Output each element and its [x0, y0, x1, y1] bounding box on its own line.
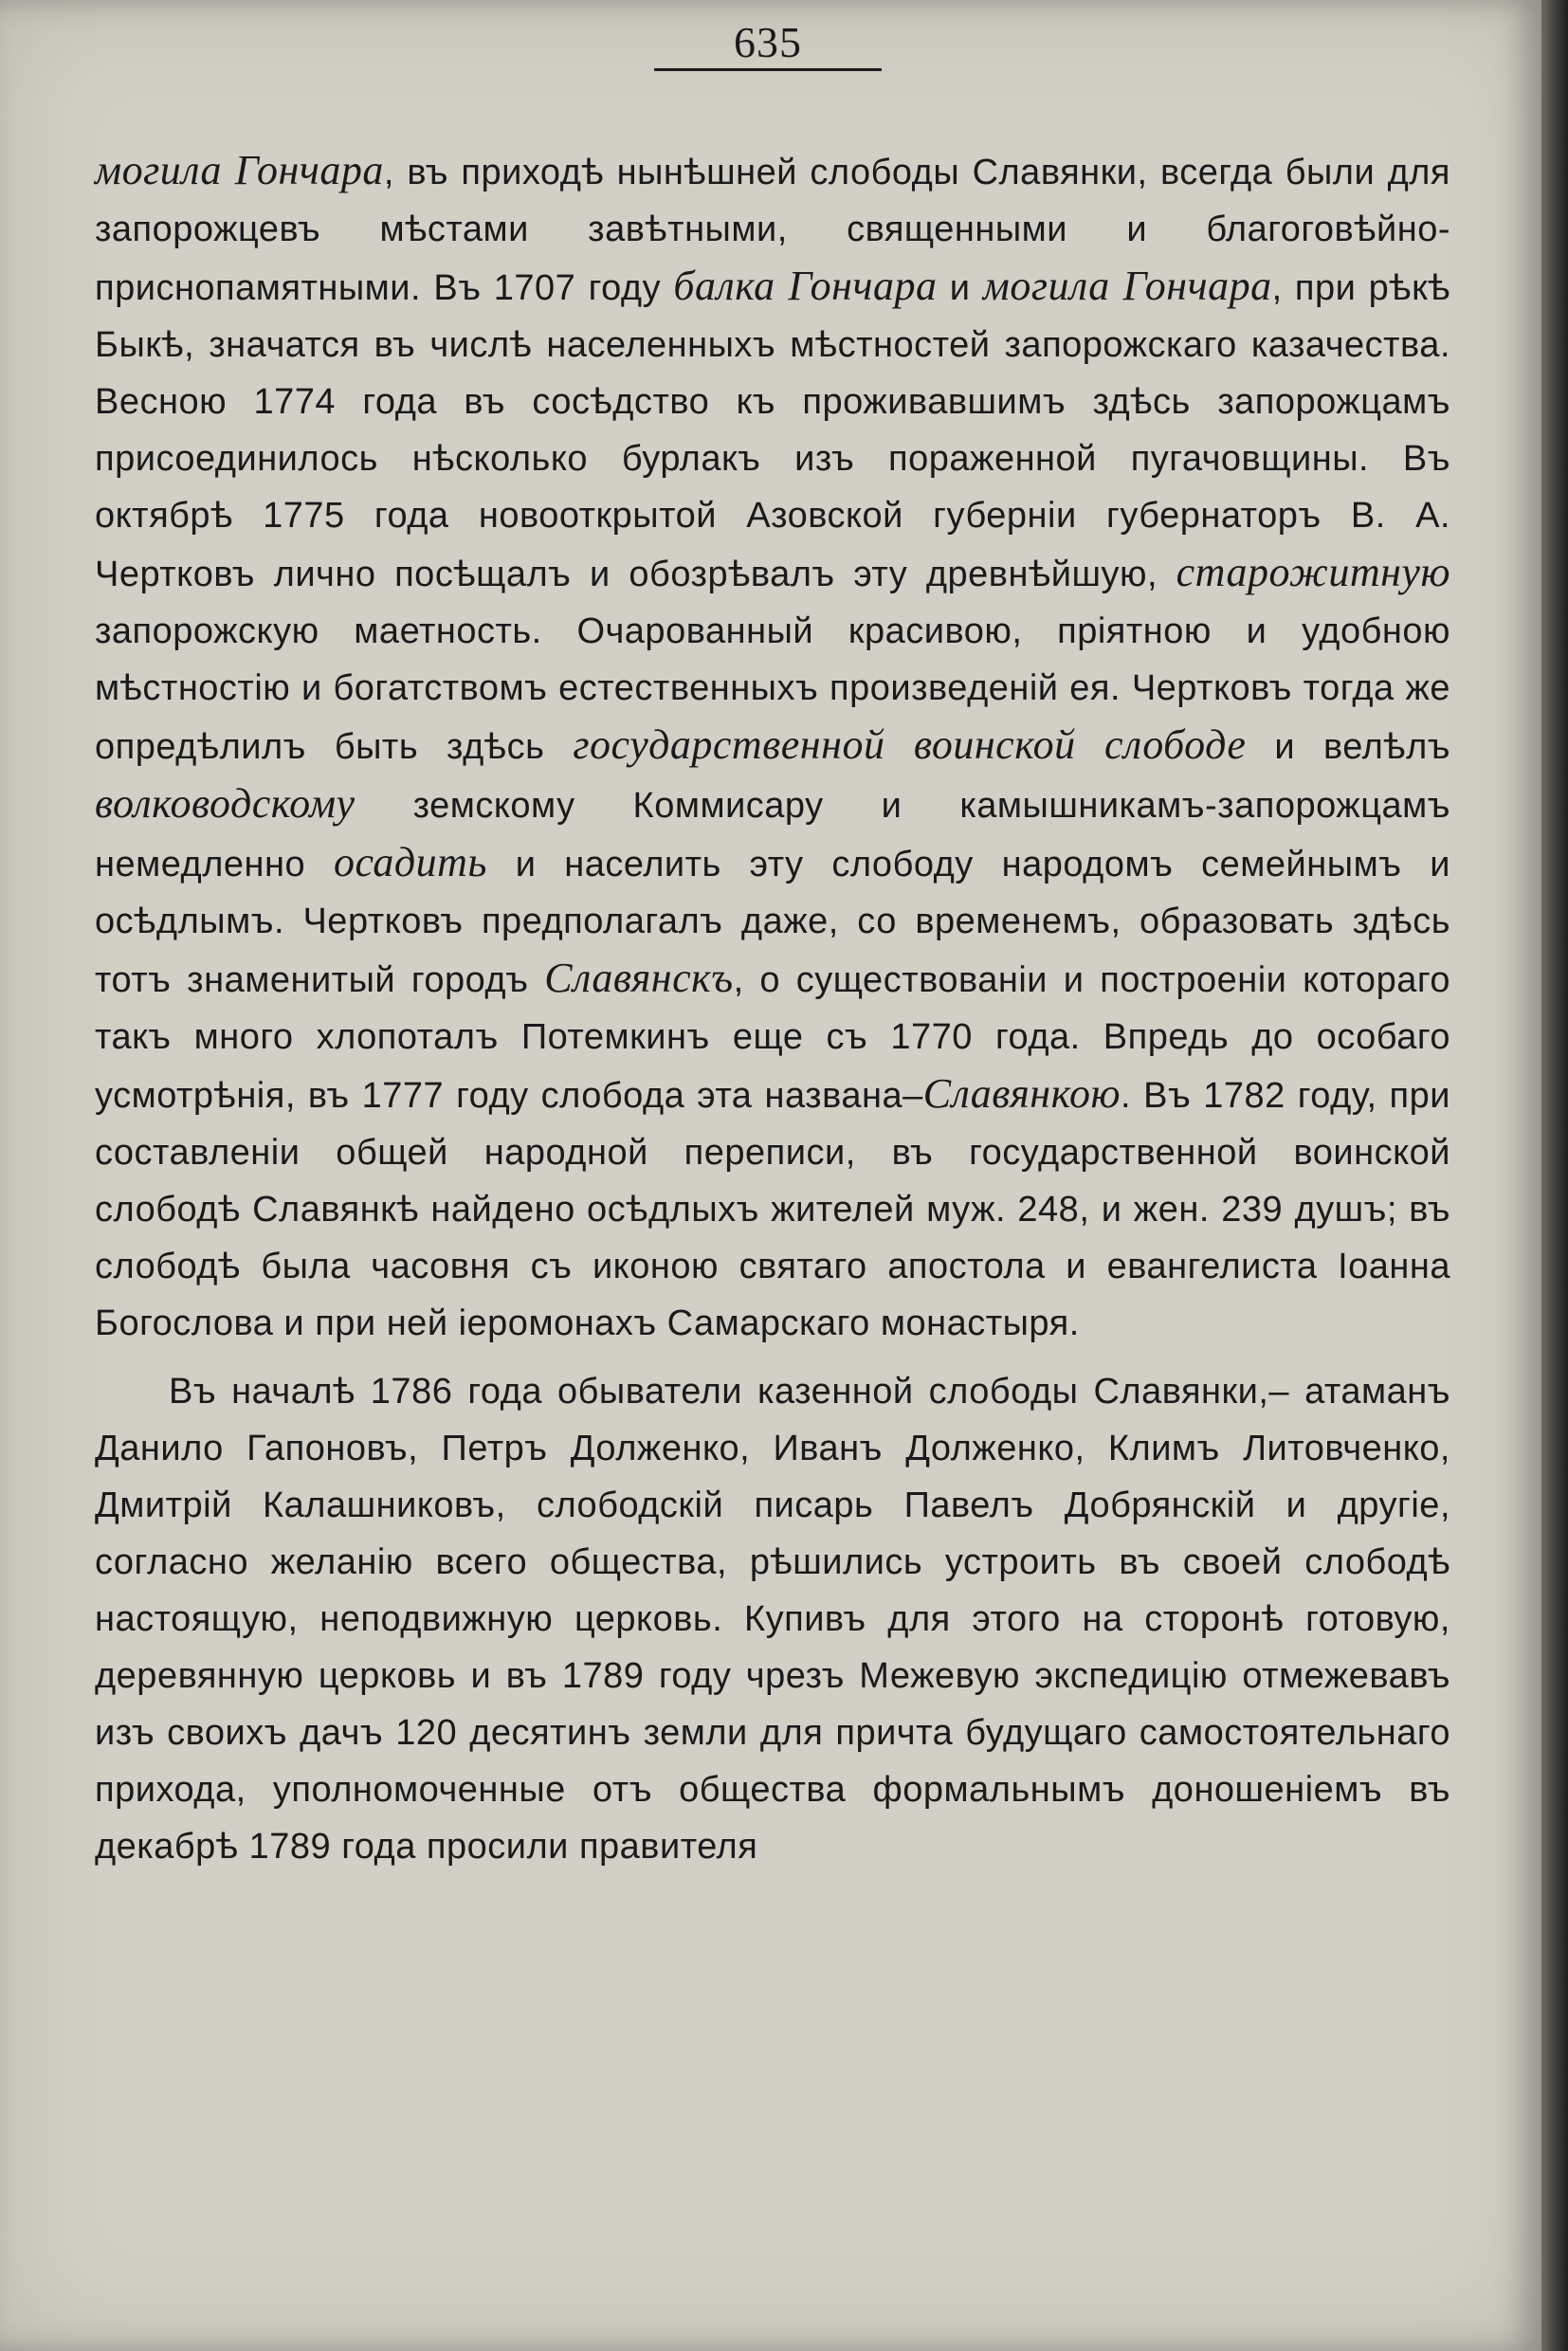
italic-phrase: балка Гончара — [673, 263, 938, 309]
italic-phrase: могила Гончара — [95, 147, 384, 193]
paragraph-1 — [95, 142, 1450, 1352]
italic-phrase: волководскому — [95, 780, 356, 827]
body-text — [95, 142, 1450, 1875]
text-run: . Въ 1782 году, при составленіи общей народной переписи, въ государственной воинской слободѣ Славянкѣ найдено осѣдлыхъ жителей муж. 248, и жен. 239 душъ; въ слободѣ была часовня съ иконою святаго апостола и евангелиста Іоанна Богослова и при ней іеромонахъ Самарскаго монастыря. — [95, 1076, 1450, 1343]
italic-phrase: государственной воинской слободе — [573, 721, 1247, 768]
text-run: и населить эту слободу народомъ семейнымъ и осѣдлымъ. Чертковъ предполагалъ даже, со временемъ, образовать здѣсь тотъ знаменитый городъ — [95, 845, 1450, 1000]
paragraph-2: Въ началѣ 1786 года обыватели казенной слободы Славянки,– атаманъ Данило Гапоновъ, Петръ Долженко, Иванъ Долженко, Климъ Литовченко, Дмитрій Калашниковъ, слободскій писарь Павелъ Добрянскій и другіе, согласно желанію всего общества, рѣшились устроить въ своей слободѣ настоящую, неподвижную церковь. Купивъ для этого на сторонѣ готовую, деревянную церковь и въ 1789 году чрезъ Межевую экспедицію отмежевавъ изъ своихъ дачъ 120 десятинъ земли для причта будущаго самостоятельнаго прихода, уполномоченные отъ общества формальнымъ доношеніемъ въ декабрѣ 1789 года просили правителя — [95, 1372, 1450, 1867]
text-run: , о существованіи и построеніи котораго такъ много хлопоталъ Потемкинъ еще съ 1770 года. Впредь до особаго усмотрѣнія, въ 1777 году слобода эта названа– — [95, 960, 1450, 1116]
italic-phrase: осадить — [333, 839, 487, 885]
text-run: , при рѣкѣ Быкѣ, значатся въ числѣ населенныхъ мѣстностей запорожскаго казачества. Весною 1774 года въ сосѣдство къ проживавшимъ здѣсь запорожцамъ присоединилось нѣсколько бурлакъ изъ пораженной пугачовщины. Въ октябрѣ 1775 года новооткрытой Азовской губерніи губернаторъ В. А. Чертковъ лично посѣщалъ и обозрѣвалъ эту древнѣйшую, — [95, 268, 1450, 594]
page-edge-shadow — [1541, 0, 1568, 2351]
italic-phrase: могила Гончара — [982, 263, 1272, 309]
text-run: запорожскую маетность. Очарованный красивою, пріятною и удобною мѣстностію и богатствомъ естественныхъ произведеній ея. Чертковъ тогда же опредѣлилъ быть здѣсь — [95, 611, 1450, 767]
text-run: и велѣлъ — [1246, 727, 1450, 767]
italic-phrase: Славянкою — [922, 1070, 1121, 1117]
italic-phrase: старожитную — [1176, 549, 1450, 595]
text-run: , въ приходѣ нынѣшней слободы Славянки, всегда были для запорожцевъ мѣстами завѣтными, священными и благоговѣйно-приснопамятными. Въ 1707 году — [95, 153, 1450, 308]
italic-phrase: Славянскъ — [544, 955, 734, 1001]
text-run: земскому Коммисару и камышникамъ-запорожцамъ немедленно — [95, 786, 1450, 884]
text-run: и — [937, 268, 983, 308]
page-number-rule — [654, 68, 882, 71]
page-number: 635 — [734, 18, 802, 66]
